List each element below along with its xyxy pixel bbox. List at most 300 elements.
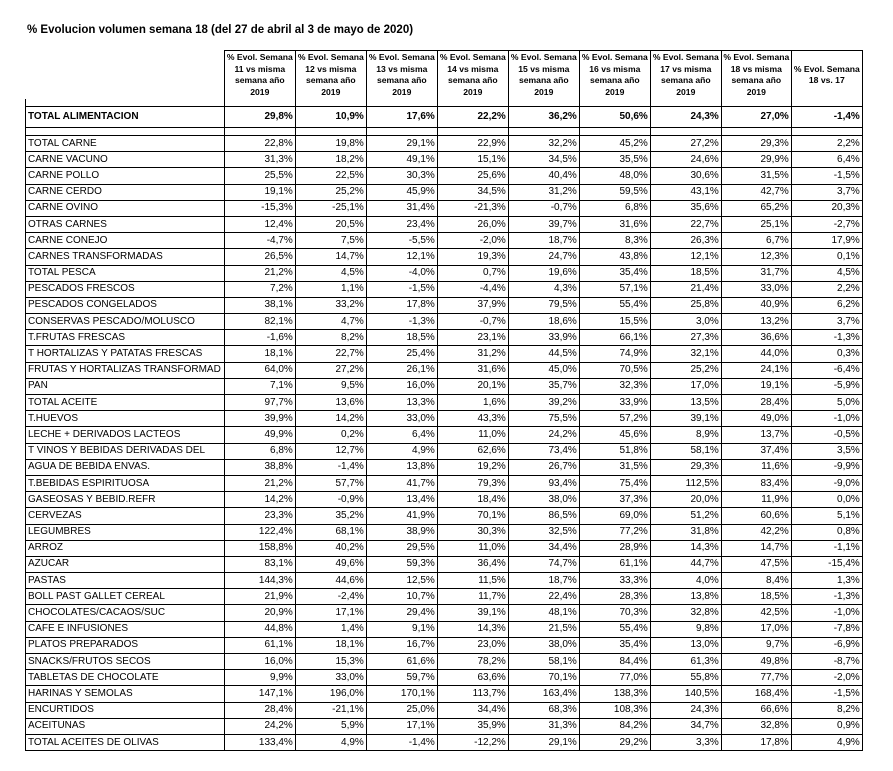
value-cell: 7,2% [224, 281, 295, 297]
row-label: TABLETAS DE CHOCOLATE [26, 670, 225, 686]
value-cell: 13,7% [721, 427, 791, 443]
table-row [26, 168, 863, 184]
column-header [366, 51, 437, 100]
column-header-line: 2019 [746, 86, 766, 97]
value-cell: 5,9% [295, 718, 366, 734]
value-cell: 44,0% [721, 346, 791, 362]
value-cell: 1,6% [437, 395, 508, 411]
value-cell: 25,4% [366, 346, 437, 362]
row-label: TOTAL ACEITES DE OLIVAS [26, 734, 225, 750]
value-cell: 17,8% [721, 734, 791, 750]
value-cell: 29,1% [366, 136, 437, 152]
row-label: SNACKS/FRUTOS SECOS [26, 654, 225, 670]
value-cell: 29,2% [579, 734, 650, 750]
spacer-cell [791, 128, 862, 136]
value-cell: 163,4% [508, 686, 579, 702]
value-cell: 4,5% [295, 265, 366, 281]
value-cell: 38,0% [508, 492, 579, 508]
column-header-line: % Evol. Semana [510, 52, 577, 62]
value-cell: 84,4% [579, 654, 650, 670]
value-cell: 25,1% [721, 216, 791, 232]
column-header-line: 2019 [676, 86, 696, 97]
spacer-cell [224, 99, 295, 107]
value-cell: 58,1% [650, 443, 721, 459]
table-row [26, 346, 863, 362]
value-cell: 147,1% [224, 686, 295, 702]
value-cell: 1,4% [295, 621, 366, 637]
value-cell: 12,7% [295, 443, 366, 459]
value-cell: 37,3% [579, 492, 650, 508]
column-header-line: % Evol. Semana [652, 52, 719, 62]
value-cell: 79,5% [508, 297, 579, 313]
value-cell: 77,0% [579, 670, 650, 686]
value-cell: 3,5% [791, 443, 862, 459]
value-cell: 24,3% [650, 107, 721, 128]
value-cell: 13,3% [366, 395, 437, 411]
value-cell: 82,1% [224, 314, 295, 330]
value-cell: 8,2% [295, 330, 366, 346]
value-cell: 18,2% [295, 152, 366, 168]
column-header [579, 51, 650, 100]
value-cell: 33,9% [579, 395, 650, 411]
row-label: HARINAS Y SEMOLAS [26, 686, 225, 702]
value-cell: 19,1% [224, 184, 295, 200]
value-cell: 20,1% [437, 378, 508, 394]
column-header-line: semana año [447, 75, 498, 85]
value-cell: 3,7% [791, 184, 862, 200]
value-cell: 62,6% [437, 443, 508, 459]
value-cell: 34,4% [437, 702, 508, 718]
table-row [26, 637, 863, 653]
row-label: FRUTAS Y HORTALIZAS TRANSFORMAD [26, 362, 225, 378]
column-header-line: semana año [234, 75, 285, 85]
value-cell: 59,5% [579, 184, 650, 200]
table-row [26, 216, 863, 232]
value-cell: 12,3% [721, 249, 791, 265]
value-cell: 24,6% [650, 152, 721, 168]
value-cell: 48,0% [579, 168, 650, 184]
row-label: AGUA DE BEBIDA ENVAS. [26, 459, 225, 475]
value-cell: 30,3% [366, 168, 437, 184]
value-cell: 6,7% [721, 233, 791, 249]
value-cell: 18,1% [295, 637, 366, 653]
row-label: T VINOS Y BEBIDAS DERIVADAS DEL [26, 443, 225, 459]
table-row [26, 605, 863, 621]
value-cell: 97,7% [224, 395, 295, 411]
value-cell: 38,1% [224, 297, 295, 313]
spacer-cell [366, 99, 437, 107]
value-cell: 21,4% [650, 281, 721, 297]
value-cell: 23,4% [366, 216, 437, 232]
value-cell: 13,2% [721, 314, 791, 330]
value-cell: 61,1% [224, 637, 295, 653]
value-cell: 22,7% [650, 216, 721, 232]
value-cell: 32,8% [721, 718, 791, 734]
spacer-row [26, 128, 863, 136]
value-cell: 1,1% [295, 281, 366, 297]
value-cell: 39,1% [650, 411, 721, 427]
value-cell: 22,9% [437, 136, 508, 152]
value-cell: 16,7% [366, 637, 437, 653]
value-cell: 21,2% [224, 475, 295, 491]
column-header-line: 11 vs misma [234, 63, 286, 74]
column-header-line: 13 vs misma [376, 63, 428, 74]
value-cell: 13,6% [295, 395, 366, 411]
row-label: TOTAL CARNE [26, 136, 225, 152]
value-cell: 22,7% [295, 346, 366, 362]
value-cell: 38,0% [508, 637, 579, 653]
value-cell: 30,6% [650, 168, 721, 184]
value-cell: 70,3% [579, 605, 650, 621]
value-cell: 66,6% [721, 702, 791, 718]
table-row [26, 427, 863, 443]
table-row [26, 297, 863, 313]
column-header [295, 51, 366, 100]
spacer-cell [295, 128, 366, 136]
value-cell: 55,8% [650, 670, 721, 686]
value-cell: 6,4% [791, 152, 862, 168]
value-cell: 49,0% [721, 411, 791, 427]
data-table [25, 50, 863, 751]
value-cell: 39,1% [437, 605, 508, 621]
value-cell: 35,9% [437, 718, 508, 734]
column-header-line: 2019 [321, 86, 341, 97]
value-cell: 57,2% [579, 411, 650, 427]
spacer-cell [508, 99, 579, 107]
value-cell: -1,5% [366, 281, 437, 297]
value-cell: 21,5% [508, 621, 579, 637]
value-cell: 77,2% [579, 524, 650, 540]
value-cell: 29,8% [224, 107, 295, 128]
value-cell: 40,2% [295, 540, 366, 556]
value-cell: 9,9% [224, 670, 295, 686]
value-cell: 21,2% [224, 265, 295, 281]
value-cell: 25,2% [650, 362, 721, 378]
value-cell: 20,3% [791, 200, 862, 216]
value-cell: 49,6% [295, 556, 366, 572]
value-cell: 144,3% [224, 573, 295, 589]
value-cell: -1,5% [791, 686, 862, 702]
value-cell: 29,5% [366, 540, 437, 556]
value-cell: 19,1% [721, 378, 791, 394]
column-header [721, 51, 791, 100]
value-cell: 7,5% [295, 233, 366, 249]
value-cell: 0,9% [791, 718, 862, 734]
value-cell: 57,1% [579, 281, 650, 297]
column-header-line: 2019 [534, 86, 554, 97]
value-cell: 23,0% [437, 637, 508, 653]
value-cell: 35,4% [579, 637, 650, 653]
value-cell: 39,2% [508, 395, 579, 411]
value-cell: 25,2% [295, 184, 366, 200]
value-cell: 16,0% [224, 654, 295, 670]
value-cell: 28,9% [579, 540, 650, 556]
table-row [26, 734, 863, 750]
column-header-line: 2019 [463, 86, 483, 97]
value-cell: -2,7% [791, 216, 862, 232]
value-cell: -5,5% [366, 233, 437, 249]
value-cell: 61,6% [366, 654, 437, 670]
value-cell: 4,9% [295, 734, 366, 750]
value-cell: 44,7% [650, 556, 721, 572]
value-cell: 8,4% [721, 573, 791, 589]
value-cell: 13,5% [650, 395, 721, 411]
value-cell: 4,3% [508, 281, 579, 297]
value-cell: 19,8% [295, 136, 366, 152]
value-cell: 51,8% [579, 443, 650, 459]
table-row [26, 654, 863, 670]
value-cell: 31,2% [508, 184, 579, 200]
value-cell: 6,2% [791, 297, 862, 313]
row-label: LEGUMBRES [26, 524, 225, 540]
value-cell: 61,1% [579, 556, 650, 572]
value-cell: 68,1% [295, 524, 366, 540]
value-cell: 70,5% [579, 362, 650, 378]
value-cell: 11,0% [437, 540, 508, 556]
table-row [26, 200, 863, 216]
spacer-cell [26, 99, 225, 107]
row-label: CARNE OVINO [26, 200, 225, 216]
table-row [26, 686, 863, 702]
value-cell: -7,8% [791, 621, 862, 637]
row-label: CONSERVAS PESCADO/MOLUSCO [26, 314, 225, 330]
value-cell: 4,9% [791, 734, 862, 750]
value-cell: -6,9% [791, 637, 862, 653]
spacer-row [26, 99, 863, 107]
value-cell: 15,3% [295, 654, 366, 670]
row-label: PESCADOS FRESCOS [26, 281, 225, 297]
value-cell: 17,1% [295, 605, 366, 621]
value-cell: 12,4% [224, 216, 295, 232]
table-row [26, 378, 863, 394]
spacer-cell [791, 99, 862, 107]
spacer-cell [721, 99, 791, 107]
value-cell: 45,2% [579, 136, 650, 152]
value-cell: 69,0% [579, 508, 650, 524]
value-cell: 13,0% [650, 637, 721, 653]
value-cell: 49,9% [224, 427, 295, 443]
value-cell: 5,0% [791, 395, 862, 411]
column-header-line: semana año [376, 75, 427, 85]
value-cell: -0,7% [508, 200, 579, 216]
value-cell: 3,7% [791, 314, 862, 330]
row-label: CARNE CERDO [26, 184, 225, 200]
row-label: PESCADOS CONGELADOS [26, 297, 225, 313]
row-label: ACEITUNAS [26, 718, 225, 734]
value-cell: 35,2% [295, 508, 366, 524]
value-cell: 33,0% [721, 281, 791, 297]
value-cell: 55,4% [579, 297, 650, 313]
value-cell: -4,4% [437, 281, 508, 297]
spacer-cell [650, 128, 721, 136]
table-row [26, 152, 863, 168]
value-cell: 59,3% [366, 556, 437, 572]
header-empty-cell [26, 51, 225, 100]
value-cell: 70,1% [437, 508, 508, 524]
value-cell: 45,6% [579, 427, 650, 443]
column-header-line: semana año [589, 75, 640, 85]
value-cell: -9,9% [791, 459, 862, 475]
value-cell: 12,1% [650, 249, 721, 265]
table-row [26, 492, 863, 508]
value-cell: 26,5% [224, 249, 295, 265]
value-cell: 34,7% [650, 718, 721, 734]
value-cell: 17,0% [650, 378, 721, 394]
table-row [26, 395, 863, 411]
value-cell: 43,1% [650, 184, 721, 200]
value-cell: 74,9% [579, 346, 650, 362]
value-cell: 78,2% [437, 654, 508, 670]
column-header-line: % Evol. Semana [368, 52, 435, 62]
value-cell: 44,8% [224, 621, 295, 637]
value-cell: 36,2% [508, 107, 579, 128]
table-row [26, 589, 863, 605]
row-label: CARNES TRANSFORMADAS [26, 249, 225, 265]
row-label: T.HUEVOS [26, 411, 225, 427]
value-cell: 158,8% [224, 540, 295, 556]
value-cell: 34,5% [508, 152, 579, 168]
value-cell: 0,7% [437, 265, 508, 281]
value-cell: 22,2% [437, 107, 508, 128]
value-cell: 26,3% [650, 233, 721, 249]
column-header [508, 51, 579, 100]
value-cell: 11,6% [721, 459, 791, 475]
spacer-cell [579, 128, 650, 136]
row-label: CHOCOLATES/CACAOS/SUC [26, 605, 225, 621]
column-header-line: % Evol. Semana [226, 52, 293, 62]
table-row [26, 475, 863, 491]
value-cell: 25,0% [366, 702, 437, 718]
value-cell: 35,5% [579, 152, 650, 168]
value-cell: 15,1% [437, 152, 508, 168]
value-cell: -1,4% [295, 459, 366, 475]
column-header-line: semana año [731, 75, 782, 85]
value-cell: -0,5% [791, 427, 862, 443]
row-label: TOTAL ACEITE [26, 395, 225, 411]
column-header-line: 16 vs misma [589, 63, 641, 74]
value-cell: 24,2% [508, 427, 579, 443]
value-cell: 18,5% [366, 330, 437, 346]
value-cell: -1,4% [791, 107, 862, 128]
value-cell: 64,0% [224, 362, 295, 378]
value-cell: 29,4% [366, 605, 437, 621]
table-row [26, 314, 863, 330]
table-row [26, 556, 863, 572]
value-cell: 27,3% [650, 330, 721, 346]
value-cell: 45,0% [508, 362, 579, 378]
value-cell: 28,4% [224, 702, 295, 718]
column-header-line: semana año [660, 75, 711, 85]
value-cell: -15,4% [791, 556, 862, 572]
value-cell: 11,5% [437, 573, 508, 589]
value-cell: 0,3% [791, 346, 862, 362]
value-cell: -15,3% [224, 200, 295, 216]
value-cell: 33,3% [579, 573, 650, 589]
total-row [26, 107, 863, 128]
value-cell: 42,5% [721, 605, 791, 621]
value-cell: 168,4% [721, 686, 791, 702]
row-label: CARNE CONEJO [26, 233, 225, 249]
value-cell: 32,3% [579, 378, 650, 394]
row-label: TOTAL PESCA [26, 265, 225, 281]
value-cell: 12,5% [366, 573, 437, 589]
value-cell: 93,4% [508, 475, 579, 491]
value-cell: 0,1% [791, 249, 862, 265]
row-label: AZUCAR [26, 556, 225, 572]
value-cell: -1,0% [791, 605, 862, 621]
value-cell: 4,7% [295, 314, 366, 330]
value-cell: 2,2% [791, 281, 862, 297]
value-cell: 65,2% [721, 200, 791, 216]
row-label: T.FRUTAS FRESCAS [26, 330, 225, 346]
value-cell: 29,1% [508, 734, 579, 750]
value-cell: 14,3% [650, 540, 721, 556]
value-cell: 38,8% [224, 459, 295, 475]
value-cell: -1,3% [791, 589, 862, 605]
value-cell: -21,1% [295, 702, 366, 718]
value-cell: -4,7% [224, 233, 295, 249]
value-cell: 60,6% [721, 508, 791, 524]
value-cell: 25,6% [437, 168, 508, 184]
value-cell: 9,7% [721, 637, 791, 653]
value-cell: 14,2% [295, 411, 366, 427]
value-cell: 66,1% [579, 330, 650, 346]
value-cell: 75,5% [508, 411, 579, 427]
value-cell: 48,1% [508, 605, 579, 621]
value-cell: -2,4% [295, 589, 366, 605]
value-cell: -5,9% [791, 378, 862, 394]
value-cell: 31,2% [437, 346, 508, 362]
value-cell: 24,2% [224, 718, 295, 734]
value-cell: 14,2% [224, 492, 295, 508]
column-header [437, 51, 508, 100]
table-row [26, 718, 863, 734]
value-cell: 68,3% [508, 702, 579, 718]
value-cell: 61,3% [650, 654, 721, 670]
table-row [26, 508, 863, 524]
value-cell: 20,9% [224, 605, 295, 621]
row-label: CERVEZAS [26, 508, 225, 524]
value-cell: 9,1% [366, 621, 437, 637]
value-cell: 28,3% [579, 589, 650, 605]
value-cell: 17,6% [366, 107, 437, 128]
spacer-cell [366, 128, 437, 136]
column-header-line: semana año [305, 75, 356, 85]
value-cell: 133,4% [224, 734, 295, 750]
value-cell: -1,3% [791, 330, 862, 346]
value-cell: 18,5% [650, 265, 721, 281]
spacer-cell [508, 128, 579, 136]
column-header-line: 2019 [392, 86, 412, 97]
value-cell: 29,3% [721, 136, 791, 152]
table-row [26, 281, 863, 297]
value-cell: 11,0% [437, 427, 508, 443]
value-cell: -2,0% [791, 670, 862, 686]
value-cell: 3,3% [650, 734, 721, 750]
value-cell: 20,0% [650, 492, 721, 508]
spacer-cell [437, 99, 508, 107]
row-label: T HORTALIZAS Y PATATAS FRESCAS [26, 346, 225, 362]
value-cell: 16,0% [366, 378, 437, 394]
value-cell: 8,9% [650, 427, 721, 443]
spacer-cell [295, 99, 366, 107]
column-header-line: 14 vs misma [447, 63, 499, 74]
row-label: GASEOSAS Y BEBID.REFR [26, 492, 225, 508]
spacer-cell [650, 99, 721, 107]
value-cell: 8,2% [791, 702, 862, 718]
value-cell: 35,6% [650, 200, 721, 216]
value-cell: 19,2% [437, 459, 508, 475]
